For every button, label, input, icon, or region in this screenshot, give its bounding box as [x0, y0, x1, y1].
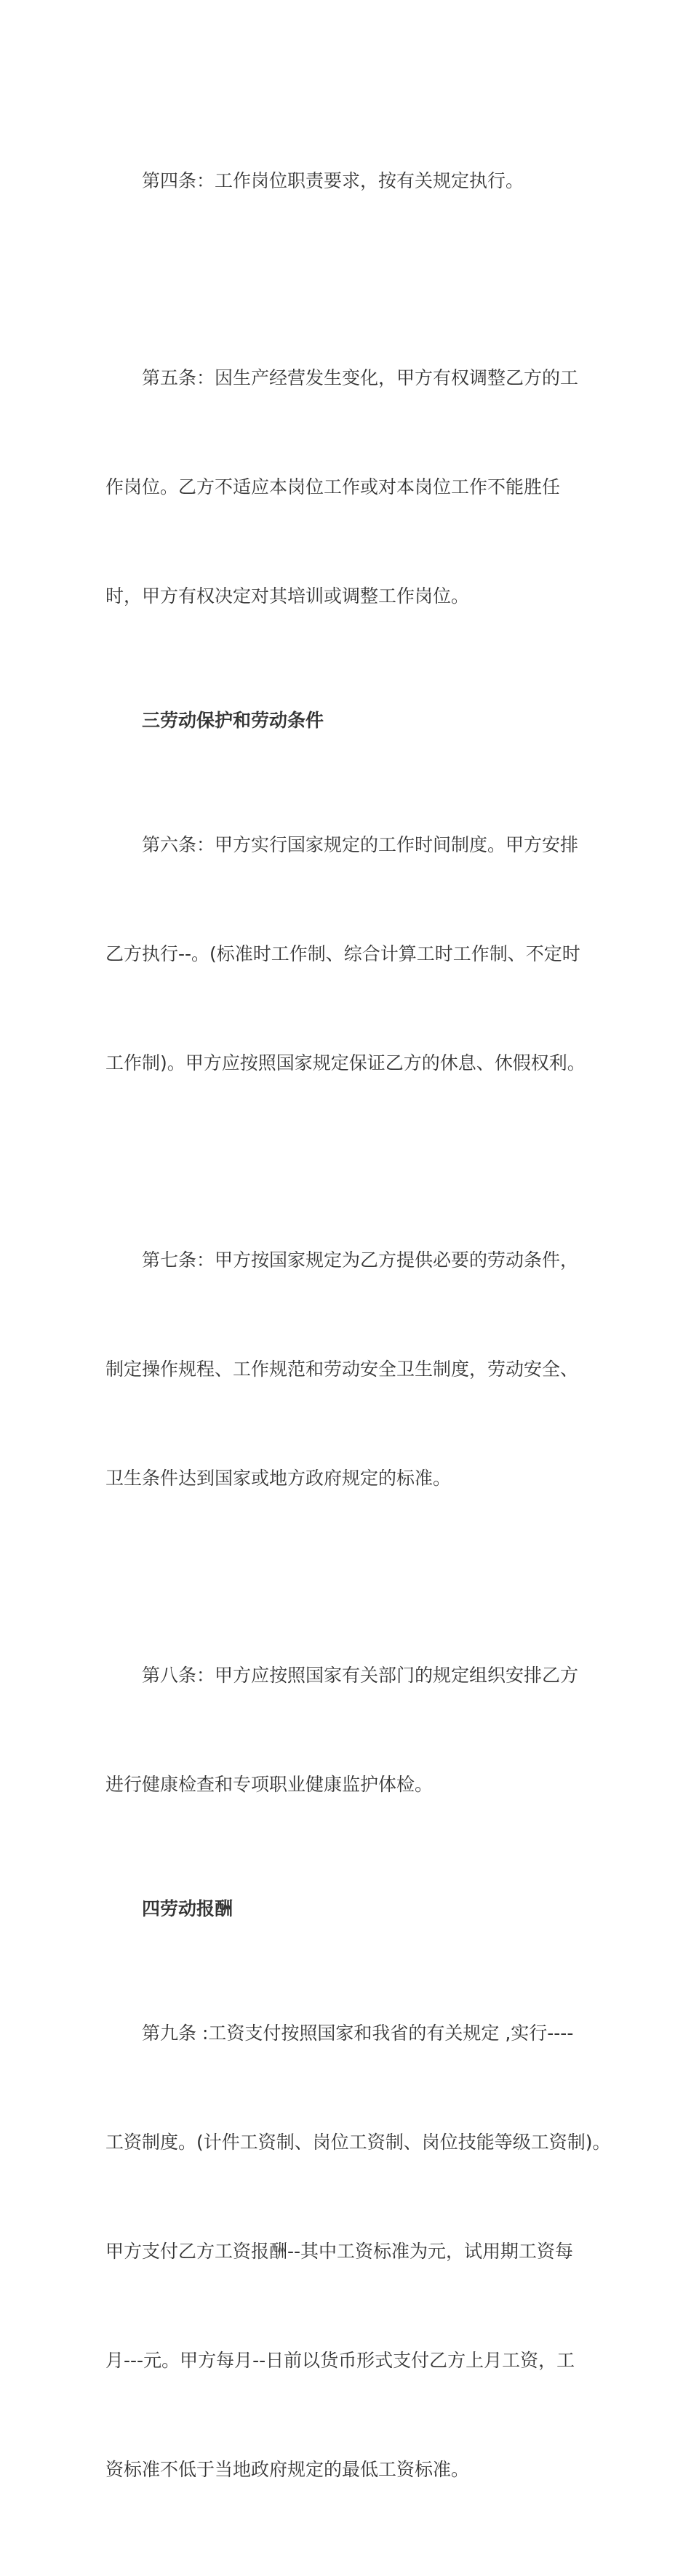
section-3-heading: 三劳动保护和劳动条件: [142, 710, 324, 731]
article-9-line: 甲方支付乙方工资报酬--其中工资标准为元，试用期工资每: [105, 2241, 574, 2262]
article-9-line: 第九条 :工资支付按照国家和我省的有关规定 ,实行----: [142, 2023, 574, 2044]
article-5-line: 第五条：因生产经营发生变化，甲方有权调整乙方的工: [142, 367, 579, 388]
article-6-line: 工作制)。甲方应按照国家规定保证乙方的休息、休假权利。: [105, 1052, 586, 1073]
article-7-line: 第七条：甲方按国家规定为乙方提供必要的劳动条件，: [142, 1249, 579, 1271]
article-9-line: 月---元。甲方每月--日前以货币形式支付乙方上月工资，工: [105, 2350, 575, 2371]
article-5-line: 作岗位。乙方不适应本岗位工作或对本岗位工作不能胜任: [105, 476, 561, 497]
article-4-paragraph: [105, 90, 587, 272]
article-5-line: 时，甲方有权决定对其培训或调整工作岗位。: [105, 585, 470, 607]
article-6-line: 第六条：甲方实行国家规定的工作时间制度。甲方安排: [142, 834, 579, 855]
article-9-line: 工资制度。(计件工资制、岗位工资制、岗位技能等级工资制)。: [105, 2132, 611, 2153]
article-6-paragraph: [105, 754, 587, 1154]
article-6-line: 乙方执行--。(标准时工作制、综合计算工时工作制、不定时: [105, 943, 580, 964]
article-7-line: 制定操作规程、工作规范和劳动安全卫生制度，劳动安全、: [105, 1359, 579, 1380]
article-4-line: 第四条：工作岗位职责要求，按有关规定执行。: [142, 170, 524, 191]
article-9-paragraph: [105, 1943, 611, 2561]
document-body: [105, 90, 611, 2576]
article-9-line: 资标准不低于当地政府规定的最低工资标准。: [105, 2459, 470, 2480]
article-8-line: 第八条：甲方应按照国家有关部门的规定组织安排乙方: [142, 1665, 579, 1686]
article-7-paragraph: [105, 1169, 587, 1569]
article-7-line: 卫生条件达到国家或地方政府规定的标准。: [105, 1468, 452, 1489]
article-8-line: 进行健康检查和专项职业健康监护体检。: [105, 1774, 434, 1795]
article-5-paragraph: [105, 287, 587, 687]
section-4-heading: 四劳动报酬: [142, 1898, 233, 1919]
article-8-paragraph: [105, 1585, 587, 1876]
